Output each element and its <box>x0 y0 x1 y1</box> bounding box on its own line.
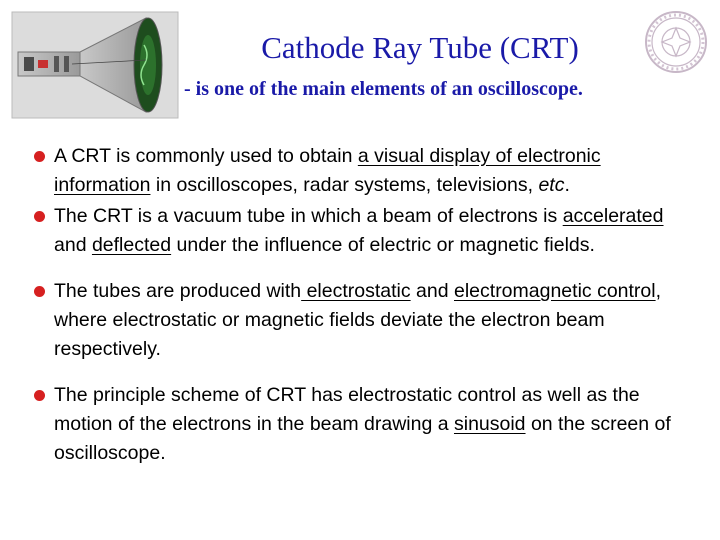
bullet-text: The CRT is a vacuum tube in which a beam of electrons is <box>54 205 563 227</box>
bullet-text: A CRT is commonly used to obtain <box>54 145 358 167</box>
bullet-underlined-text: accelerated <box>562 205 664 227</box>
bullet-dot-icon <box>34 211 45 222</box>
bullet-text: The tubes are produced with <box>54 280 302 302</box>
bullet-list <box>34 142 694 468</box>
bullet-text: , where electrostatic or magnetic fields deviate the electron beam respectively. <box>54 280 662 360</box>
bullet-text: and <box>54 234 92 256</box>
bullet-dot-icon <box>34 286 45 297</box>
bullet-text: in oscilloscopes, radar systems, televisions, <box>150 174 539 196</box>
bullet-text: . <box>564 174 570 196</box>
bullet-text: The principle scheme of CRT has electrostatic control as well as the motion of the electrons in the beam drawing a <box>54 384 640 435</box>
bullet-text: under the influence of electric or magnetic fields. <box>171 234 595 256</box>
bullet-italic-text: etc <box>538 174 565 196</box>
bullet-text: on the screen of oscilloscope. <box>54 413 671 464</box>
bullet-item <box>34 277 694 364</box>
bullet-underlined-text: electrostatic <box>301 280 411 302</box>
bullet-underlined-text: sinusoid <box>453 413 526 435</box>
bullet-item <box>34 381 694 468</box>
bullet-underlined-text: a visual display of electronic information <box>54 145 601 196</box>
bullet-text: and <box>410 280 454 302</box>
bullet-dot-icon <box>34 390 45 401</box>
slide-subtitle: - is one of the main elements of an oscilloscope. <box>184 78 583 100</box>
bullet-dot-icon <box>34 151 45 162</box>
bullet-item <box>34 202 694 260</box>
bullet-item <box>34 142 694 200</box>
bullet-underlined-text: electromagnetic control <box>454 280 656 302</box>
crt-tube-illustration <box>10 10 180 120</box>
slide-title: Cathode Ray Tube (CRT) <box>261 30 579 65</box>
bullet-underlined-text: deflected <box>91 234 172 256</box>
